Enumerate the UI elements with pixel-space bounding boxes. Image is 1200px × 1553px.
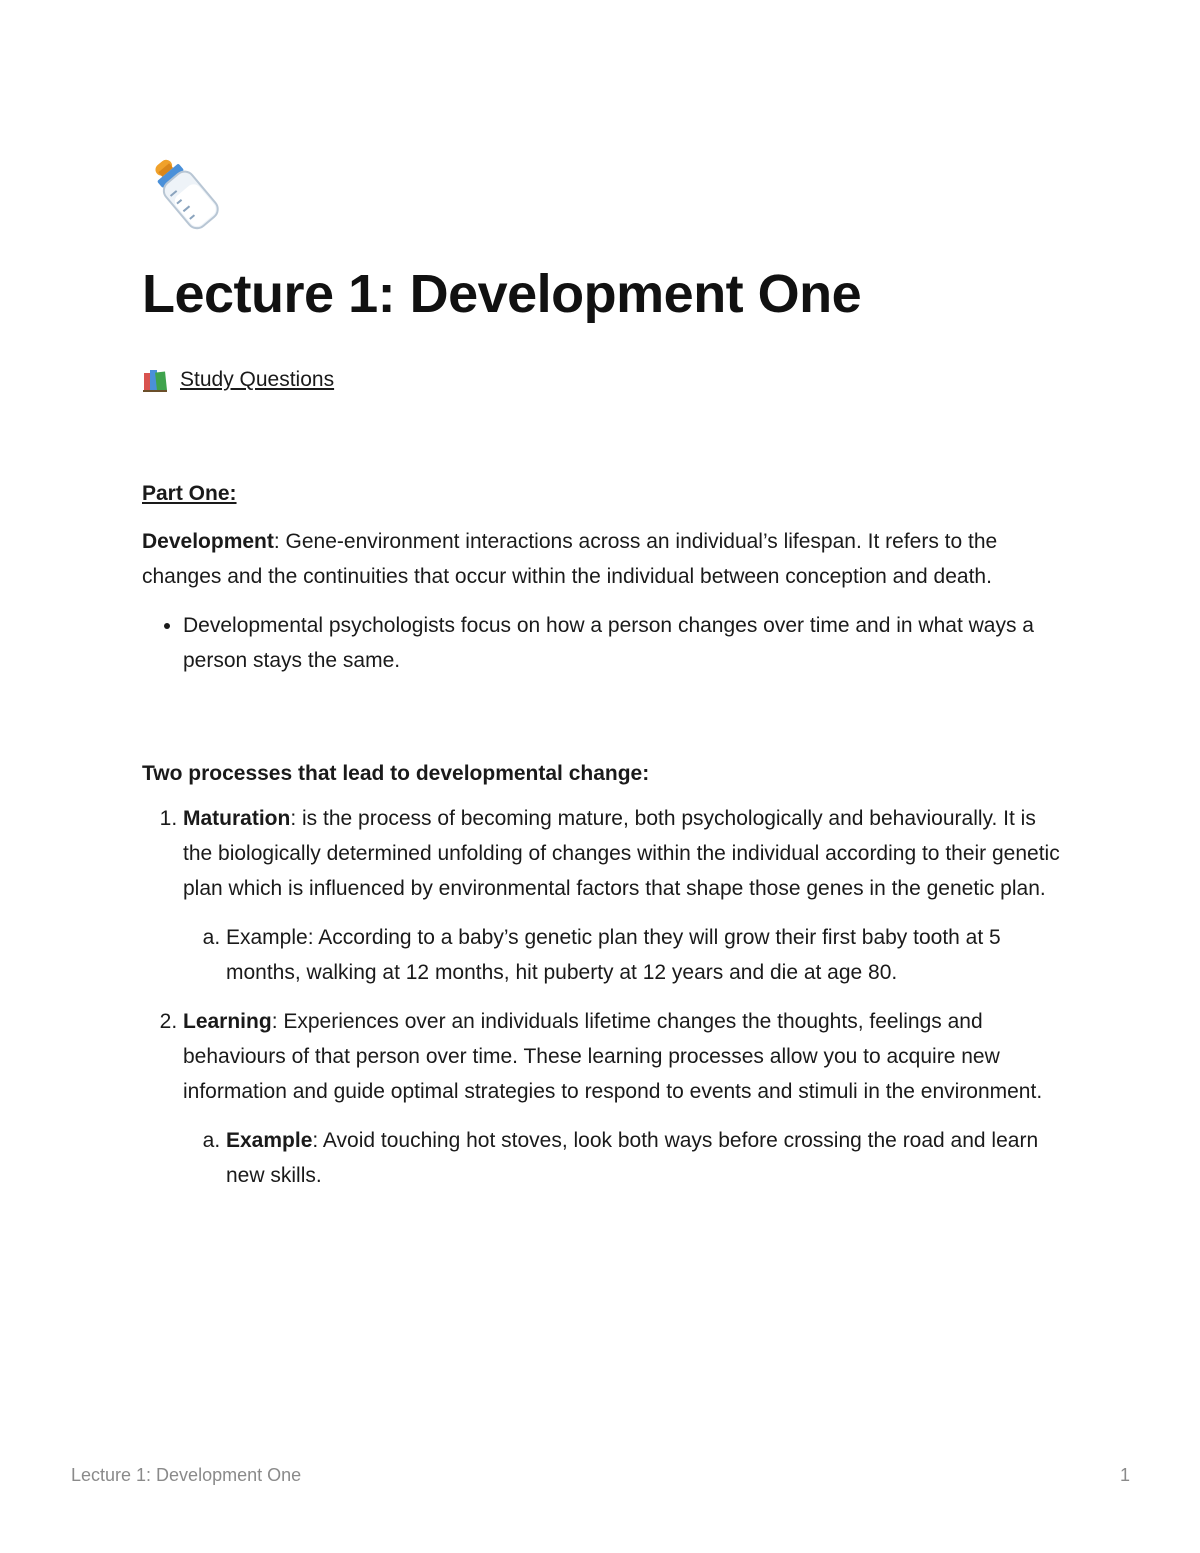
list-item-learning — [183, 1004, 1062, 1193]
maturation-text: : is the process of becoming mature, both psychologically and behaviourally. It is the biologically determined unfolding of changes within the individual according to their genetic plan which is influenced by environmental factors that shape those genes in the genetic plan. — [183, 807, 1060, 901]
processes-heading: Two processes that lead to developmental change: — [142, 762, 650, 786]
books-icon — [142, 367, 168, 393]
study-questions-link[interactable]: Study Questions — [180, 367, 335, 391]
maturation-sublist — [183, 920, 1062, 990]
study-questions-link-row[interactable] — [142, 367, 1062, 393]
page-number: 1 — [1119, 1465, 1130, 1485]
development-definition — [142, 524, 1062, 594]
page-title: Lecture 1: Development One — [142, 264, 862, 324]
development-definition-text: : Gene-environment interactions across an individual’s lifespan. It refers to the changes and the continuities that occur within the individual between conception and death. — [142, 530, 998, 589]
learning-sublist — [183, 1123, 1062, 1193]
maturation-example-text: Example: According to a baby’s genetic plan they will grow their first baby tooth at 5 months, walking at 12 months, hit puberty at 12 years and die at age 80. — [226, 926, 1001, 985]
learning-example-term: Example — [226, 1129, 313, 1153]
learning-example-text: : Avoid touching hot stoves, look both ways before crossing the road and learn new skills. — [226, 1129, 1039, 1188]
part-one-heading: Part One: — [142, 481, 237, 505]
footer-title: Lecture 1: Development One — [71, 1465, 302, 1485]
learning-text: : Experiences over an individuals lifetime changes the thoughts, feelings and behaviours of that person over time. These learning processes allow you to acquire new information and guide optimal strategies to respond to events and stimuli in the environment. — [183, 1010, 1043, 1104]
learning-term: Learning — [183, 1010, 272, 1034]
list-item — [226, 1123, 1062, 1193]
baby-bottle-icon — [142, 150, 228, 236]
list-item — [226, 920, 1062, 990]
maturation-term: Maturation — [183, 807, 291, 831]
document-page — [142, 150, 1062, 1207]
list-item-maturation — [183, 801, 1062, 990]
development-bullets — [142, 608, 1062, 678]
list-item: • Developmental psychologists focus on how a person changes over time and in what ways a person stays the same. — [183, 608, 1062, 678]
development-term: Development — [142, 530, 274, 554]
processes-list — [142, 801, 1062, 1193]
